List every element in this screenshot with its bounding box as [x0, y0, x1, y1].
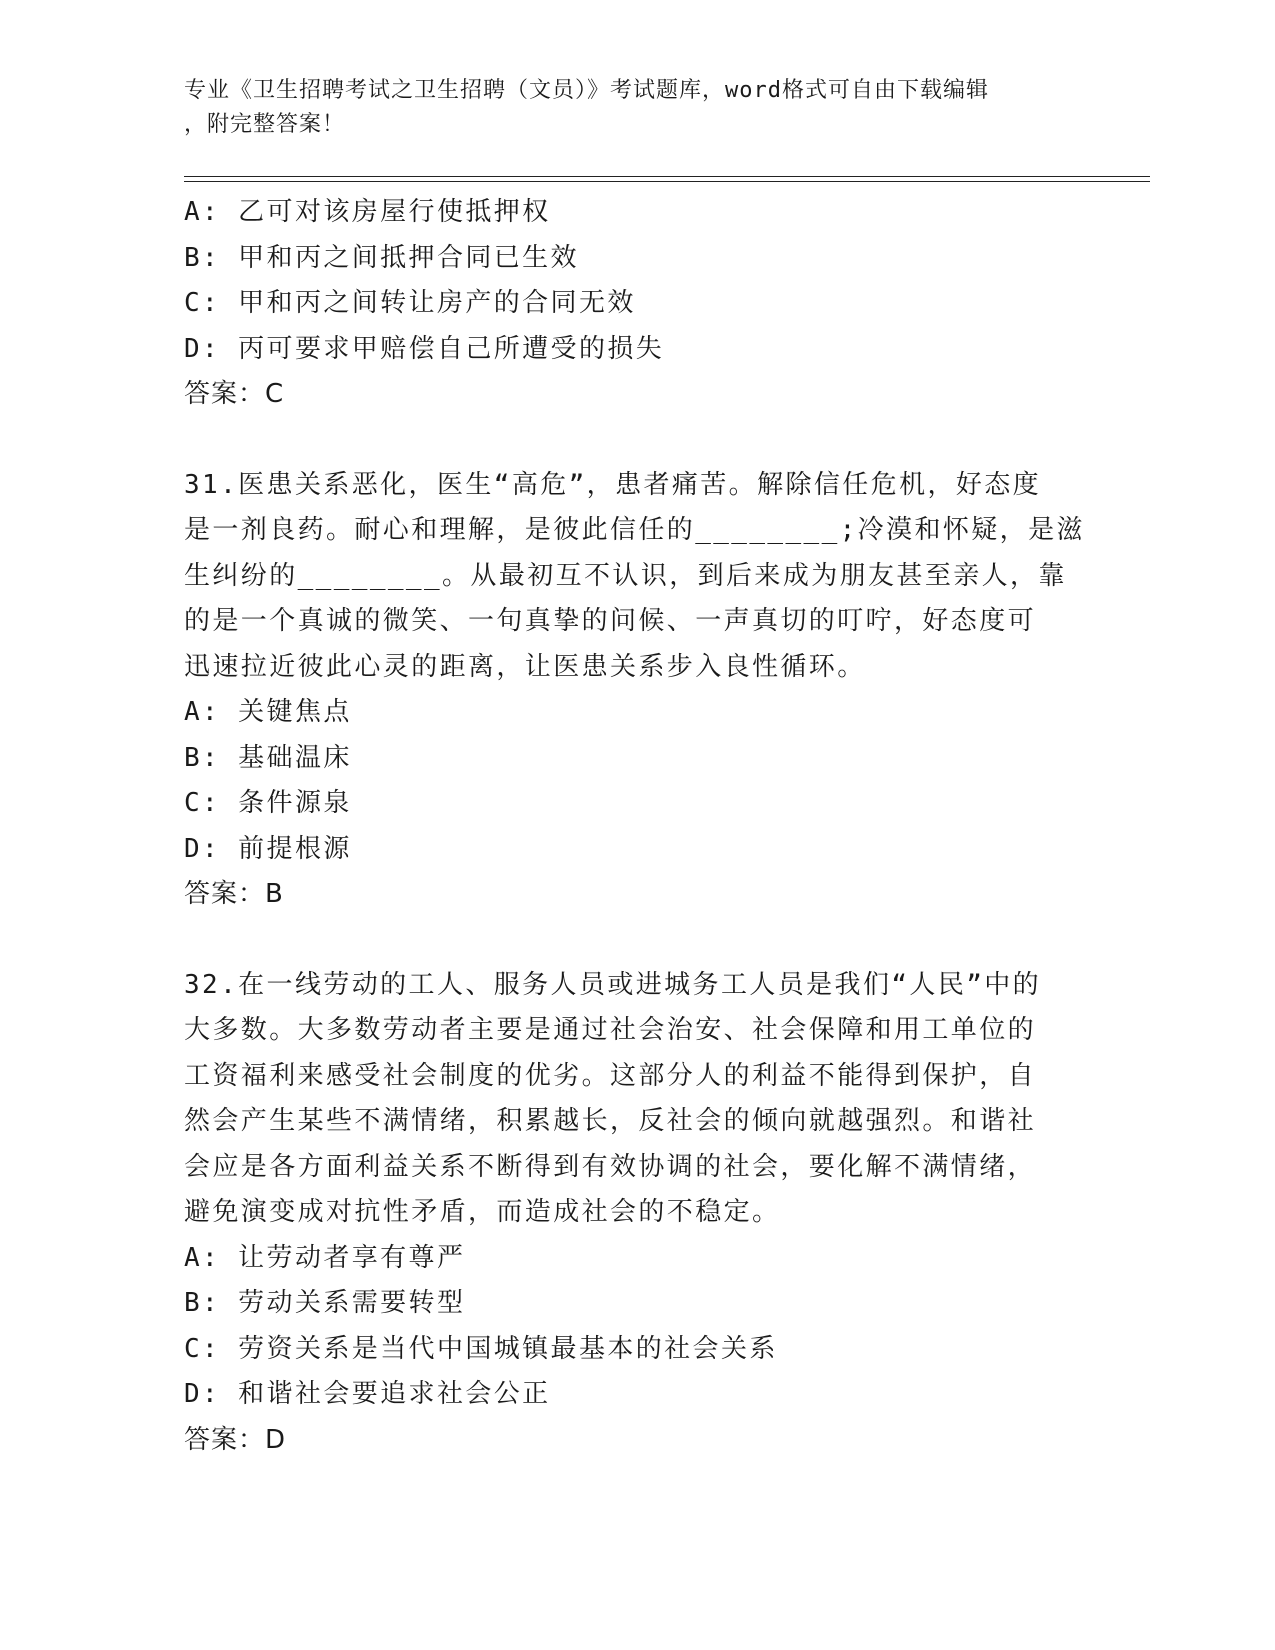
q31-stem-line: 生纠纷的________。从最初互不认识，到后来成为朋友甚至亲人，靠 — [184, 560, 1067, 591]
q32-stem-line: 32.在一线劳动的工人、服务人员或进城务工人员是我们“人民”中的 — [184, 969, 1042, 1000]
header-divider-top — [184, 176, 1150, 177]
header-line-2: ，附完整答案！ — [184, 112, 346, 137]
q32-stem-line: 大多数。大多数劳动者主要是通过社会治安、社会保障和用工单位的 — [184, 1015, 1037, 1045]
question-30 — [184, 190, 1084, 418]
q30-option-c: C: 甲和丙之间转让房产的合同无效 — [184, 288, 636, 318]
q30-answer: 答案：C — [184, 379, 285, 409]
q31-option-d: D: 前提根源 — [184, 833, 352, 864]
q30-option-b: B: 甲和丙之间抵押合同已生效 — [184, 242, 579, 273]
q31-answer: 答案：B — [184, 879, 284, 909]
q32-stem-line: 避免演变成对抗性矛盾，而造成社会的不稳定。 — [184, 1197, 781, 1227]
spacer — [184, 918, 1084, 963]
question-32 — [184, 963, 1084, 1464]
q32-option-c: C: 劳资关系是当代中国城镇最基本的社会关系 — [184, 1333, 778, 1364]
q30-option-a: A: 乙可对该房屋行使抵押权 — [184, 197, 551, 227]
header-line-1: 专业《卫生招聘考试之卫生招聘（文员）》考试题库，word格式可自由下载编辑 — [184, 78, 989, 103]
q32-option-b: B: 劳动关系需要转型 — [184, 1288, 466, 1318]
q31-stem-line: 迅速拉近彼此心灵的距离，让医患关系步入良性循环。 — [184, 651, 866, 682]
question-content — [184, 190, 1084, 1463]
q30-option-d: D: 丙可要求甲赔偿自己所遭受的损失 — [184, 333, 665, 364]
q31-stem-line: 的是一个真诚的微笑、一句真挚的问候、一声真切的叮咛，好态度可 — [184, 606, 1037, 636]
q32-option-a: A: 让劳动者享有尊严 — [184, 1242, 466, 1273]
q32-stem-line: 会应是各方面利益关系不断得到有效协调的社会，要化解不满情绪， — [184, 1151, 1037, 1182]
q32-stem-line: 然会产生某些不满情绪，积累越长，反社会的倾向就越强烈。和谐社 — [184, 1106, 1037, 1136]
q31-stem-line: 31.医患关系恶化，医生“高危”，患者痛苦。解除信任危机，好态度 — [184, 469, 1042, 500]
page-header — [184, 74, 1064, 142]
q32-stem-line: 工资福利来感受社会制度的优劣。这部分人的利益不能得到保护，自 — [184, 1060, 1037, 1091]
question-31 — [184, 463, 1084, 918]
q31-option-a: A: 关键焦点 — [184, 697, 352, 727]
q32-option-d: D: 和谐社会要追求社会公正 — [184, 1379, 551, 1409]
header-divider-bottom — [184, 181, 1150, 182]
q32-answer: 答案：D — [184, 1424, 287, 1455]
q31-option-b: B: 基础温床 — [184, 742, 352, 773]
q31-stem-line: 是一剂良药。耐心和理解，是彼此信任的________;冷漠和怀疑，是滋 — [184, 515, 1085, 545]
q31-option-c: C: 条件源泉 — [184, 788, 352, 818]
spacer — [184, 418, 1084, 463]
